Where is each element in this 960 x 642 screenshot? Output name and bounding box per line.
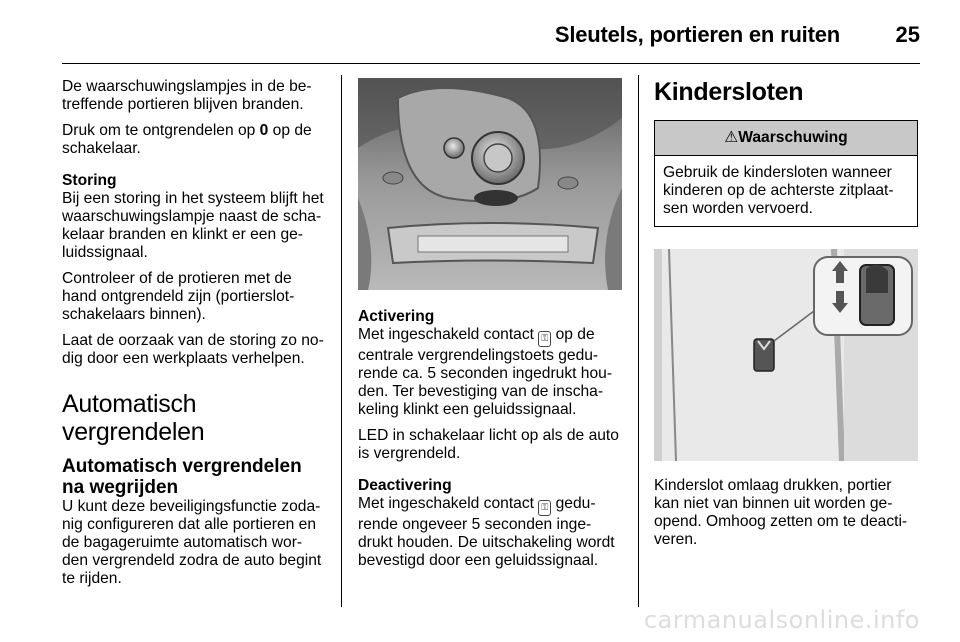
warning-header	[655, 121, 917, 156]
warning-text: Gebruik de kindersloten wanneer kinderen op de achterste zitplaat- sen worden vervoerd.	[663, 164, 894, 217]
paragraph-lamps: De waarschuwingslampjes in de be- treffende portieren blijven branden.	[62, 78, 312, 113]
child-lock-caption: Kinderslot omlaag drukken, portier kan niet van binnen uit worden ge- opend. Omhoog zetten om te deacti- veren.	[654, 477, 908, 548]
column-divider-right	[638, 75, 639, 607]
activering-heading: Activering	[358, 308, 435, 325]
subsection-title: Automatisch vergrendelen na wegrijden	[62, 456, 302, 498]
warning-triangle-icon: ⚠	[724, 129, 739, 146]
paragraph-unlock	[62, 122, 328, 158]
activering-paragraph	[358, 326, 624, 419]
storing-paragraph-1: Bij een storing in het systeem blijft het waarschuwingslampje naast de scha- kelaar branden en klinkt er een ge- luidssignaal.	[62, 190, 324, 261]
deactivering-paragraph	[358, 495, 624, 570]
section-title-child-locks: Kindersloten	[654, 78, 804, 106]
header-rule	[62, 63, 920, 64]
activering-text-pre: Met ingeschakeld contact	[358, 326, 539, 343]
led-paragraph: LED in schakelaar licht op als de auto is vergrendeld.	[358, 427, 619, 462]
storing-heading: Storing	[62, 172, 117, 189]
storing-paragraph-3: Laat de oorzaak van de storing zo no- dig door een werkplaats verhelpen.	[62, 332, 324, 367]
deactivering-text-post: gedu- rende ongeveer 5 seconden inge- drukt houden. De uitschakeling wordt bevestigd door een geluidssignaal.	[358, 495, 615, 569]
deactivering-heading: Deactivering	[358, 477, 452, 494]
unlock-key: 0	[259, 122, 269, 139]
activering-text-post: op de centrale vergrendelingstoets gedu- rende ca. 5 seconden ingedrukt hou- den. Ter bevestiging van de inscha- keling klinkt een geluidssignaal.	[358, 326, 613, 418]
warning-box	[654, 120, 918, 227]
section-title-auto-lock: Automatisch vergrendelen	[62, 390, 205, 446]
watermark: carmanualsonline.info	[643, 606, 920, 634]
column-middle	[358, 78, 624, 578]
column-left	[62, 78, 328, 596]
subsection-paragraph: U kunt deze beveiligingsfunctie zoda- nig configureren dat alle portieren en de bagageruimte automatisch wor- den vergrendeld zodra de auto begint te rijden.	[62, 498, 322, 587]
central-lock-switch-figure	[358, 78, 622, 290]
page-number: 25	[895, 22, 920, 47]
unlock-text-post: op de schakelaar.	[62, 122, 312, 157]
ignition-key-icon: ⚿	[538, 500, 551, 516]
page-header-title: Sleutels, portieren en ruiten	[554, 22, 840, 47]
column-divider-left	[341, 75, 342, 607]
storing-paragraph-2: Controleer of de protieren met de hand ontgrendeld zijn (portierslot- schakelaars binnen).	[62, 270, 295, 323]
unlock-text-pre: Druk om te ontgrendelen op	[62, 122, 260, 139]
child-lock-figure	[654, 249, 918, 461]
ignition-key-icon: ⚿	[538, 331, 551, 347]
column-right	[654, 78, 920, 557]
deactivering-text-pre: Met ingeschakeld contact	[358, 495, 539, 512]
warning-label: Waarschuwing	[738, 129, 848, 146]
